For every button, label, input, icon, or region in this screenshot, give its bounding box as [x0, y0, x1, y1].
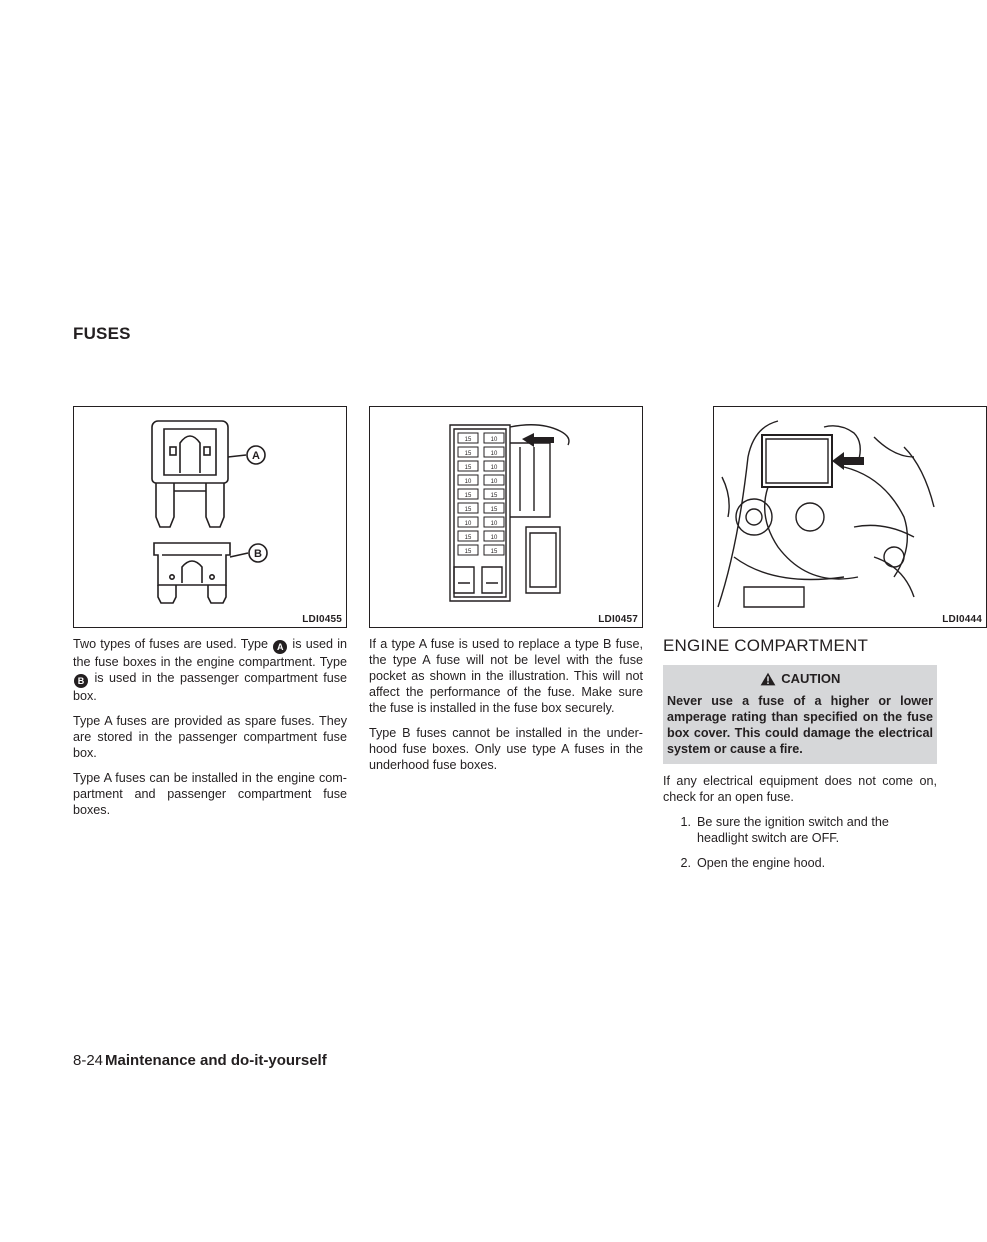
fuse-rating-label: 15: [464, 451, 472, 457]
fuse-rating-label: 10: [464, 521, 472, 527]
circle-b-icon: B: [74, 674, 88, 688]
fuse-rating-label: 15: [490, 549, 498, 555]
fuse-rating-label: 15: [464, 493, 472, 499]
fuse-rating-label: 15: [464, 437, 472, 443]
paragraph-spare-fuses: Type A fuses are provided as spare fuses. They are stored in the passenger compartment fuse box.: [73, 714, 347, 760]
fuse-rating-label: 10: [490, 479, 498, 485]
label-a: A: [252, 450, 260, 462]
fuse-rating-label: 15: [464, 465, 472, 471]
fuse-rating-label: 10: [490, 535, 498, 541]
label-b: B: [254, 548, 262, 560]
figure-fuse-box: [369, 406, 643, 628]
fuse-rating-label: 15: [490, 507, 498, 513]
section-title: FUSES: [73, 324, 131, 343]
list-item: 2. Open the engine hood.: [680, 856, 826, 870]
arrow-icon: [522, 433, 554, 447]
column-1: [73, 636, 347, 827]
fuse-rating-label: 10: [490, 437, 498, 443]
fuse-rating-label: 15: [464, 535, 472, 541]
paragraph-type-a-replace: If a type A fuse is used to replace a type B fuse, the type A fuse will not be level with the fuse pocket as shown in the illustration. This will not affect the performance of the fuse. Make sure the fuse is installed in the fuse box securely.: [369, 637, 643, 715]
fuse-rating-label: 15: [490, 493, 498, 499]
caution-box: [663, 665, 937, 764]
figure-code: LDI0455: [302, 614, 342, 625]
column-3: [663, 636, 937, 880]
figure-engine-compartment: [713, 406, 987, 628]
fuse-rating-label: 10: [490, 465, 498, 471]
engine-compartment-heading: ENGINE COMPARTMENT: [663, 636, 869, 655]
fuse-rating-label: 15: [464, 549, 472, 555]
warning-icon: [760, 672, 776, 686]
page-number: 8-24: [73, 1052, 104, 1069]
column-2: [369, 636, 643, 782]
paragraph-type-a-install: Type A fuses can be installed in the engine com-partment and passenger compartment fuse boxes.: [73, 771, 347, 817]
fuse-rating-label: 15: [464, 507, 472, 513]
figure-fuse-types: [73, 406, 347, 628]
engine-compartment-illustration: [714, 407, 986, 627]
figure-code: LDI0457: [598, 614, 638, 625]
circle-a-icon: A: [273, 640, 287, 654]
paragraph-type-b-underhood: Type B fuses cannot be installed in the under-hood fuse boxes. Only use type A fuses in the underhood fuse boxes.: [369, 726, 643, 772]
figure-code: LDI0444: [942, 614, 982, 625]
fuse-rating-label: 10: [464, 479, 472, 485]
paragraph-check-fuse: If any electrical equipment does not come on, check for an open fuse.: [663, 774, 937, 804]
fuse-slots: [458, 433, 504, 555]
steps-list: [663, 814, 937, 871]
fuse-rating-label: 10: [490, 521, 498, 527]
caution-label: CAUTION: [781, 671, 841, 686]
list-item: 1. Be sure the ignition switch and the headlight switch are OFF.: [680, 815, 889, 845]
paragraph-fuse-types: Two types of fuses are used. Type A is used in the fuse boxes in the engine compartment. Type B is used in the passenger compartment fuse box.: [73, 637, 348, 703]
fuse-types-illustration: [74, 407, 346, 627]
fuse-rating-label: 10: [490, 451, 498, 457]
fuse-box-illustration: [370, 407, 642, 627]
chapter-title: Maintenance and do-it-yourself: [105, 1052, 327, 1069]
page-footer: [73, 1052, 327, 1069]
caution-text: Never use a fuse of a higher or lower amperage rating than specified on the fuse box cover. This could damage the electrical system or cause a fire.: [667, 694, 933, 756]
